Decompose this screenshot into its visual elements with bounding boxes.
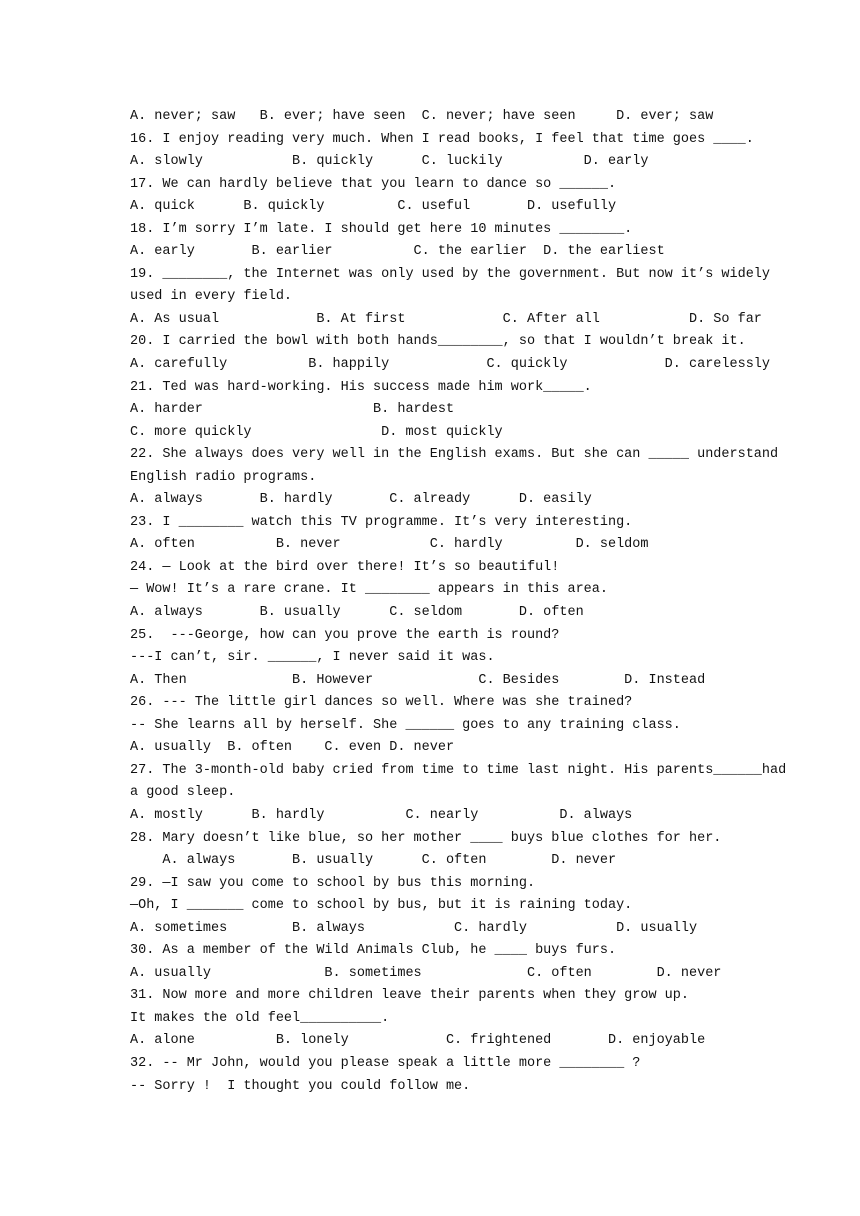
question-26-reply: -- She learns all by herself. She ______ goes to any training class. [130, 717, 681, 733]
options-29: A. sometimes B. always C. hardly D. usually [130, 920, 698, 936]
question-32: 32. -- Mr John, would you please speak a little more ________ ? [130, 1055, 641, 1071]
question-31: 31. Now more and more children leave their parents when they grow up. [130, 988, 689, 1004]
question-17: 17. We can hardly believe that you learn to dance so ______. [130, 176, 617, 192]
options-17: A. quick B. quickly C. useful D. usefully [130, 199, 617, 215]
options-28: A. always B. usually C. often D. never [130, 853, 617, 869]
options-30: A. usually B. sometimes C. often D. never [130, 965, 722, 981]
options-25: A. Then B. However C. Besides D. Instead [130, 672, 706, 688]
options-16: A. slowly B. quickly C. luckily D. early [130, 154, 649, 170]
question-22-continued: English radio programs. [130, 469, 317, 485]
question-29-reply: —Oh, I _______ come to school by bus, but it is raining today. [130, 898, 633, 914]
options-22: A. always B. hardly C. already D. easily [130, 492, 592, 508]
options-21-ab: A. harder B. hardest [130, 402, 455, 418]
options-21-cd: C. more quickly D. most quickly [130, 424, 503, 440]
question-18: 18. I’m sorry I’m late. I should get here 10 minutes ________. [130, 221, 633, 237]
question-27: 27. The 3-month-old baby cried from time to time last night. His parents______had [130, 762, 787, 778]
options-18: A. early B. earlier C. the earlier D. the earliest [130, 244, 665, 260]
document-body [130, 106, 787, 1098]
options-23: A. often B. never C. hardly D. seldom [130, 537, 649, 553]
question-30: 30. As a member of the Wild Animals Club, he ____ buys furs. [130, 943, 617, 959]
question-25: 25. ---George, how can you prove the earth is round? [130, 627, 560, 643]
options-27: A. mostly B. hardly C. nearly D. always [130, 807, 633, 823]
question-32-reply: -- Sorry ! I thought you could follow me. [130, 1078, 471, 1094]
question-20: 20. I carried the bowl with both hands________, so that I wouldn’t break it. [130, 334, 746, 350]
question-19: 19. ________, the Internet was only used by the government. But now it’s widely [130, 266, 771, 282]
text-line: A. never; saw B. ever; have seen C. never; have seen D. ever; saw [130, 109, 714, 124]
question-22: 22. She always does very well in the English exams. But she can _____ understand [130, 447, 779, 463]
question-24: 24. — Look at the bird over there! It’s so beautiful! [130, 559, 560, 575]
question-21: 21. Ted was hard-working. His success made him work_____. [130, 379, 592, 395]
options-19: A. As usual B. At first C. After all D. So far [130, 311, 762, 327]
options-31: A. alone B. lonely C. frightened D. enjoyable [130, 1033, 706, 1049]
question-25-reply: ---I can’t, sir. ______, I never said it was. [130, 650, 495, 666]
question-28: 28. Mary doesn’t like blue, so her mother ____ buys blue clothes for her. [130, 830, 722, 846]
question-24-reply: — Wow! It’s a rare crane. It ________ appears in this area. [130, 582, 608, 598]
question-16: 16. I enjoy reading very much. When I read books, I feel that time goes ____. [130, 131, 754, 147]
options-20: A. carefully B. happily C. quickly D. carelessly [130, 357, 771, 373]
question-29: 29. —I saw you come to school by bus this morning. [130, 875, 536, 891]
question-31-continued: It makes the old feel__________. [130, 1010, 390, 1026]
options-24: A. always B. usually C. seldom D. often [130, 605, 584, 621]
question-23: 23. I ________ watch this TV programme. It’s very interesting. [130, 514, 633, 530]
question-19-continued: used in every field. [130, 289, 293, 305]
question-26: 26. --- The little girl dances so well. Where was she trained? [130, 695, 633, 711]
options-26: A. usually B. often C. even D. never [130, 740, 455, 756]
question-27-continued: a good sleep. [130, 785, 236, 801]
